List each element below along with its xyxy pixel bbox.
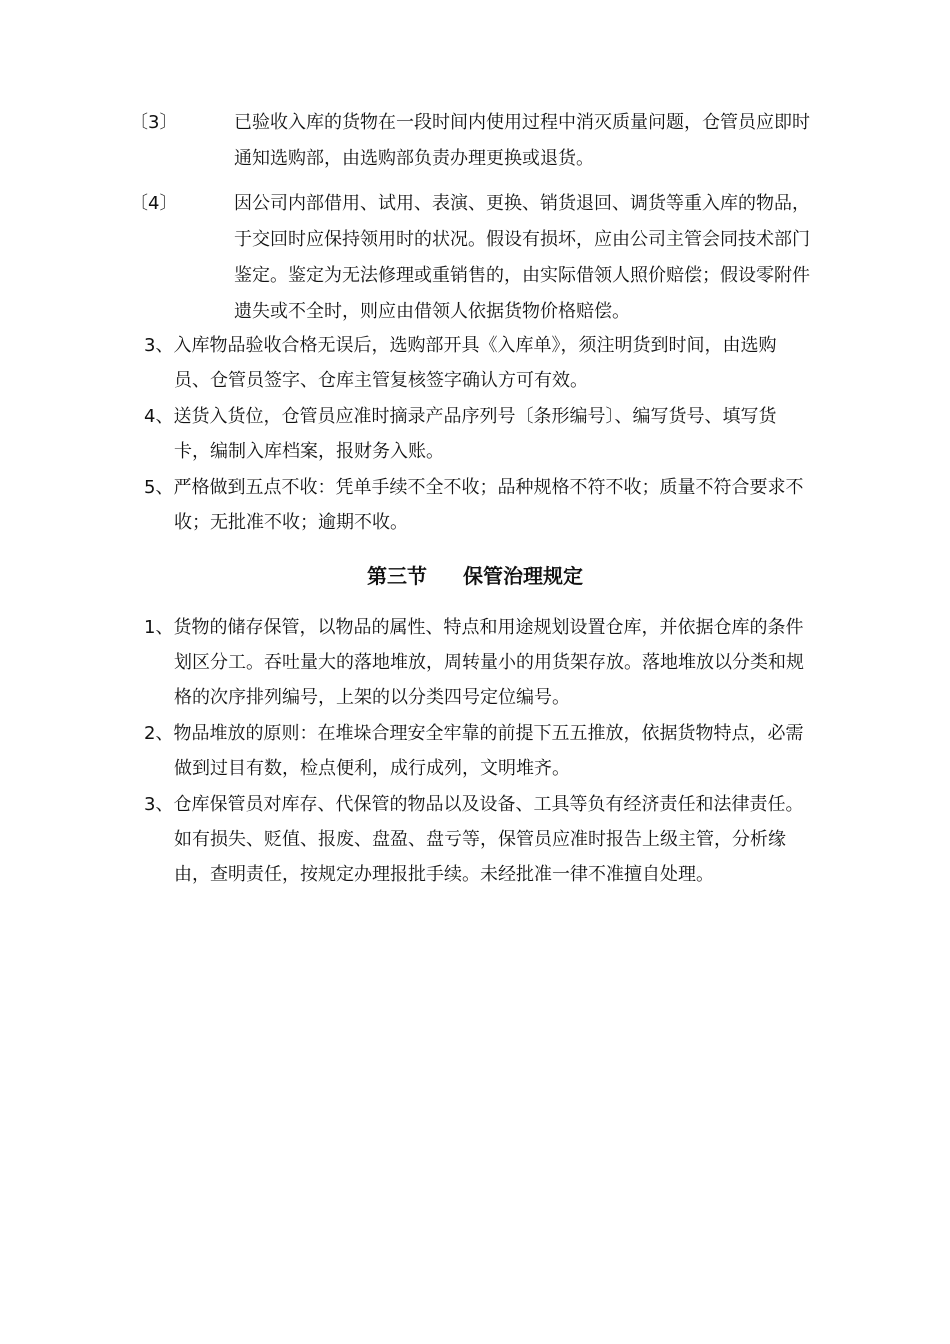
sub-item-3 [130, 105, 812, 177]
list-item-3b [144, 787, 812, 892]
item-text: 物品堆放的原则：在堆垛合理安全牢靠的前提下五五推放，依据货物特点，必需做到过目有数，检点便利，成行成列，文明堆齐。 [173, 723, 804, 779]
sub-item-label: 〔4〕 [130, 193, 178, 214]
item-number: 3、 [144, 794, 174, 815]
list-item-2 [144, 716, 812, 786]
item-number: 2、 [144, 723, 174, 744]
sub-item-text: 已验收入库的货物在一段时间内使用过程中消灭质量问题，仓管员应即时通知选购部，由选购部负责办理更换或退货。 [234, 112, 810, 169]
section-number: 第三节 [367, 564, 427, 588]
section-heading [0, 558, 950, 594]
list-item-3 [144, 328, 812, 398]
item-number: 4、 [144, 406, 174, 427]
item-number: 5、 [144, 477, 174, 498]
sub-item-4 [130, 186, 812, 330]
item-text: 仓库保管员对库存、代保管的物品以及设备、工具等负有经济责任和法律责任。如有损失、贬值、报废、盘盈、盘亏等，保管员应准时报告上级主管，分析缘由，查明责任，按规定办理报批手续。未经批准一律不准擅自处理。 [173, 794, 804, 885]
list-item-4 [144, 399, 812, 469]
list-item-5 [144, 470, 812, 540]
item-text: 货物的储存保管，以物品的属性、特点和用途规划设置仓库，并依据仓库的条件划区分工。吞吐量大的落地堆放，周转量小的用货架存放。落地堆放以分类和规格的次序排列编号，上架的以分类四号定位编号。 [173, 617, 804, 708]
item-text: 严格做到五点不收：凭单手续不全不收；品种规格不符不收；质量不符合要求不收；无批准不收；逾期不收。 [173, 477, 804, 533]
list-item-1 [144, 610, 812, 715]
item-text: 送货入货位，仓管员应准时摘录产品序列号〔条形编号〕、编写货号、填写货卡，编制入库档案，报财务入账。 [173, 406, 777, 462]
item-number: 3、 [144, 335, 174, 356]
sub-item-text: 因公司内部借用、试用、表演、更换、销货退回、调货等重入库的物品，于交回时应保持领用时的状况。假设有损坏，应由公司主管会同技术部门鉴定。鉴定为无法修理或重销售的，由实际借领人照价赔偿；假设零附件遗失或不全时，则应由借领人依据货物价格赔偿。 [234, 193, 810, 322]
item-number: 1、 [144, 617, 174, 638]
section-title-text: 保管治理规定 [463, 564, 583, 588]
sub-item-label: 〔3〕 [130, 112, 178, 133]
item-text: 入库物品验收合格无误后，选购部开具《入库单》，须注明货到时间，由选购员、仓管员签字、仓库主管复核签字确认方可有效。 [173, 335, 777, 391]
